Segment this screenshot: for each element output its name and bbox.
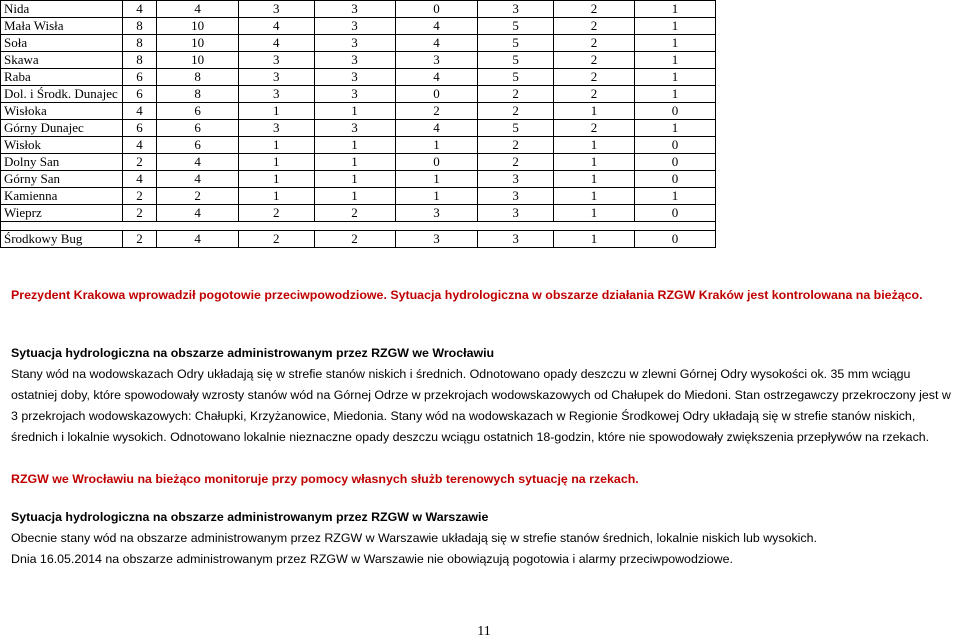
table-row <box>1 231 716 248</box>
river-name-cell: Wisłok <box>1 137 123 154</box>
value-cell: 2 <box>314 231 395 248</box>
value-cell: 1 <box>238 103 314 120</box>
value-cell: 4 <box>157 1 239 18</box>
value-cell: 3 <box>478 1 554 18</box>
value-cell: 2 <box>478 137 554 154</box>
value-cell: 3 <box>395 205 478 222</box>
value-cell: 3 <box>395 231 478 248</box>
value-cell: 1 <box>314 154 395 171</box>
value-cell: 0 <box>634 137 715 154</box>
value-cell: 3 <box>238 120 314 137</box>
value-cell: 1 <box>634 18 715 35</box>
wroclaw-section-body: Stany wód na wodowskazach Odry układają się w strefie stanów niskich i średnich. Odnotowano opady deszczu w zlewni Górnej Odry wysokości ok. 35 mm wciągu ostatniej doby, które spowodowały wzrosty stanów wód na Górnej Odrze w przekrojach wodowskazowych od Chałupek do Miedoni. Stan ostrzegawczy przekroczony jest w 3 przekrojach wodowskazowych: Chałupki, Krzyżanowice, Miedonia. Stany wód na wodowskazach w Regionie Środkowej Odry układają się w strefie stanów niskich, średnich i lokalnie wysokich. Odnotowano lokalnie nieznaczne opady deszczu wciągu ostatnich 18-godzin, które nie spowodowały zwiększenia przepływów na rzekach. <box>11 367 951 444</box>
table-row <box>1 205 716 222</box>
krakow-notice: Prezydent Krakowa wprowadził pogotowie przeciwpowodziowe. Sytuacja hydrologiczna w obszarze działania RZGW Kraków jest kontrolowana na bieżąco. <box>11 288 923 302</box>
value-cell: 2 <box>122 188 157 205</box>
table-row <box>1 52 716 69</box>
value-cell: 1 <box>634 35 715 52</box>
table-row <box>1 86 716 103</box>
value-cell: 1 <box>553 154 634 171</box>
value-cell: 8 <box>122 35 157 52</box>
value-cell: 1 <box>553 205 634 222</box>
value-cell: 3 <box>314 18 395 35</box>
value-cell: 2 <box>553 18 634 35</box>
value-cell: 3 <box>314 69 395 86</box>
value-cell: 2 <box>553 1 634 18</box>
value-cell: 3 <box>314 86 395 103</box>
value-cell: 0 <box>634 171 715 188</box>
value-cell: 1 <box>553 103 634 120</box>
value-cell: 3 <box>478 231 554 248</box>
value-cell: 8 <box>157 86 239 103</box>
value-cell: 3 <box>478 188 554 205</box>
value-cell: 5 <box>478 69 554 86</box>
river-name-cell: Środkowy Bug <box>1 231 123 248</box>
river-name-cell: Nida <box>1 1 123 18</box>
value-cell: 4 <box>395 18 478 35</box>
value-cell: 4 <box>157 171 239 188</box>
value-cell: 10 <box>157 18 239 35</box>
value-cell: 4 <box>122 1 157 18</box>
warszawa-section-heading: Sytuacja hydrologiczna na obszarze administrowanym przez RZGW w Warszawie <box>11 510 489 524</box>
value-cell: 1 <box>314 188 395 205</box>
value-cell: 1 <box>395 188 478 205</box>
value-cell: 1 <box>314 103 395 120</box>
value-cell: 3 <box>314 52 395 69</box>
wroclaw-monitoring-notice: RZGW we Wrocławiu na bieżąco monitoruje przy pomocy własnych służb terenowych sytuację na rzekach. <box>11 472 639 486</box>
value-cell: 1 <box>553 171 634 188</box>
value-cell: 4 <box>238 18 314 35</box>
value-cell: 1 <box>634 52 715 69</box>
value-cell: 5 <box>478 18 554 35</box>
value-cell: 2 <box>478 103 554 120</box>
value-cell: 1 <box>553 137 634 154</box>
value-cell: 4 <box>395 69 478 86</box>
value-cell: 2 <box>157 188 239 205</box>
table-row <box>1 171 716 188</box>
page-number: 11 <box>477 624 491 639</box>
value-cell: 1 <box>314 171 395 188</box>
value-cell: 1 <box>238 137 314 154</box>
value-cell: 8 <box>157 69 239 86</box>
river-status-table-body <box>1 1 716 248</box>
value-cell: 0 <box>395 154 478 171</box>
river-name-cell: Raba <box>1 69 123 86</box>
value-cell: 5 <box>478 52 554 69</box>
river-name-cell: Wisłoka <box>1 103 123 120</box>
value-cell: 4 <box>395 35 478 52</box>
value-cell: 4 <box>122 137 157 154</box>
value-cell: 1 <box>634 69 715 86</box>
spacer-cell <box>1 222 716 231</box>
river-name-cell: Mała Wisła <box>1 18 123 35</box>
river-name-cell: Dol. i Środk. Dunajec <box>1 86 123 103</box>
value-cell: 2 <box>478 86 554 103</box>
value-cell: 2 <box>314 205 395 222</box>
value-cell: 3 <box>238 52 314 69</box>
value-cell: 0 <box>634 205 715 222</box>
value-cell: 4 <box>122 171 157 188</box>
river-name-cell: Kamienna <box>1 188 123 205</box>
table-spacer-row <box>1 222 716 231</box>
value-cell: 0 <box>395 86 478 103</box>
value-cell: 2 <box>553 52 634 69</box>
river-name-cell: Dolny San <box>1 154 123 171</box>
value-cell: 2 <box>478 154 554 171</box>
value-cell: 2 <box>553 69 634 86</box>
value-cell: 6 <box>157 103 239 120</box>
value-cell: 1 <box>553 188 634 205</box>
value-cell: 0 <box>395 1 478 18</box>
value-cell: 3 <box>238 69 314 86</box>
table-row <box>1 18 716 35</box>
table-row <box>1 103 716 120</box>
value-cell: 8 <box>122 18 157 35</box>
value-cell: 0 <box>634 231 715 248</box>
wroclaw-section-heading: Sytuacja hydrologiczna na obszarze administrowanym przez RZGW we Wrocławiu <box>11 346 495 360</box>
value-cell: 2 <box>553 86 634 103</box>
value-cell: 5 <box>478 35 554 52</box>
warszawa-section-paragraph-1: Obecnie stany wód na obszarze administrowanym przez RZGW w Warszawie układają się w strefie stanów średnich, lokalnie niskich lub wysokich. <box>11 531 817 545</box>
table-row <box>1 35 716 52</box>
value-cell: 6 <box>122 86 157 103</box>
table-row <box>1 154 716 171</box>
river-name-cell: Wieprz <box>1 205 123 222</box>
value-cell: 3 <box>314 1 395 18</box>
value-cell: 4 <box>238 35 314 52</box>
value-cell: 2 <box>553 120 634 137</box>
value-cell: 2 <box>122 205 157 222</box>
river-name-cell: Górny Dunajec <box>1 120 123 137</box>
value-cell: 6 <box>157 137 239 154</box>
river-name-cell: Soła <box>1 35 123 52</box>
value-cell: 6 <box>122 120 157 137</box>
value-cell: 8 <box>122 52 157 69</box>
river-status-table <box>0 0 716 248</box>
value-cell: 4 <box>157 154 239 171</box>
value-cell: 3 <box>478 205 554 222</box>
value-cell: 2 <box>395 103 478 120</box>
value-cell: 4 <box>157 205 239 222</box>
value-cell: 3 <box>238 86 314 103</box>
warszawa-section-paragraph-2: Dnia 16.05.2014 na obszarze administrowanym przez RZGW w Warszawie nie obowiązują pogotowia i alarmy przeciwpowodziowe. <box>11 552 733 566</box>
value-cell: 2 <box>238 231 314 248</box>
value-cell: 1 <box>395 137 478 154</box>
value-cell: 1 <box>634 188 715 205</box>
value-cell: 1 <box>395 171 478 188</box>
value-cell: 1 <box>238 154 314 171</box>
value-cell: 2 <box>122 154 157 171</box>
value-cell: 2 <box>122 231 157 248</box>
value-cell: 4 <box>122 103 157 120</box>
value-cell: 10 <box>157 52 239 69</box>
value-cell: 0 <box>634 103 715 120</box>
value-cell: 1 <box>553 231 634 248</box>
table-row <box>1 1 716 18</box>
value-cell: 0 <box>634 154 715 171</box>
value-cell: 3 <box>395 52 478 69</box>
value-cell: 3 <box>314 120 395 137</box>
value-cell: 5 <box>478 120 554 137</box>
value-cell: 4 <box>395 120 478 137</box>
river-name-cell: Górny San <box>1 171 123 188</box>
value-cell: 1 <box>314 137 395 154</box>
table-row <box>1 120 716 137</box>
table-row <box>1 137 716 154</box>
value-cell: 2 <box>238 205 314 222</box>
value-cell: 3 <box>478 171 554 188</box>
value-cell: 1 <box>238 188 314 205</box>
value-cell: 1 <box>634 1 715 18</box>
value-cell: 1 <box>634 120 715 137</box>
value-cell: 10 <box>157 35 239 52</box>
value-cell: 2 <box>553 35 634 52</box>
value-cell: 6 <box>122 69 157 86</box>
value-cell: 6 <box>157 120 239 137</box>
table-row <box>1 69 716 86</box>
value-cell: 3 <box>314 35 395 52</box>
value-cell: 1 <box>238 171 314 188</box>
value-cell: 4 <box>157 231 239 248</box>
river-name-cell: Skawa <box>1 52 123 69</box>
value-cell: 3 <box>238 1 314 18</box>
table-row <box>1 188 716 205</box>
value-cell: 1 <box>634 86 715 103</box>
